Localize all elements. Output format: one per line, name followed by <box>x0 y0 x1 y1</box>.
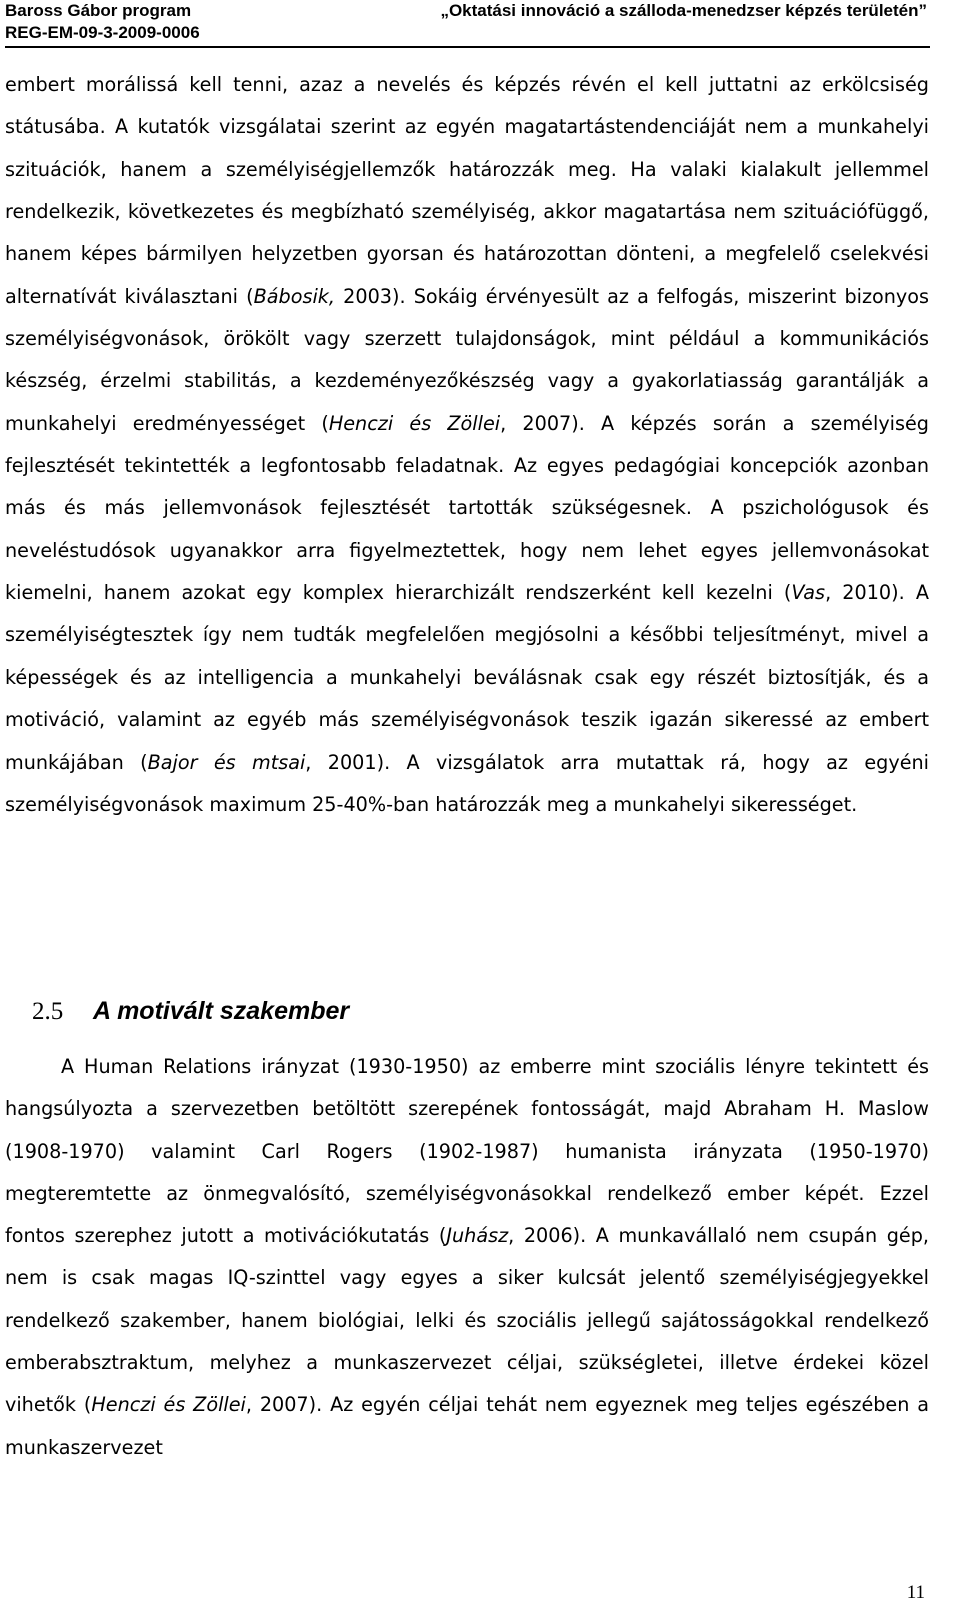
section-heading <box>32 991 912 1031</box>
section-number: 2.5 <box>32 998 64 1025</box>
section-title: A motivált szakember <box>93 997 350 1025</box>
header-program: Baross Gábor program <box>5 1 192 20</box>
paragraph-text: , 2006). A munkavállaló nem csupán gép, nem is csak magas IQ-szinttel vagy egyes a siker kulcsát jelentő személyiségjegyekkel rendelkező szakember, hanem biológiai, lelki és szociális jellegű sajátosságokkal rendelkező emberabsztraktum, melyhez a munkaszervezet céljai, szükségletei, illetve érdekei közel vihetők ( <box>5 1224 930 1417</box>
citation: Bajor és mtsai <box>147 750 306 774</box>
header-code: REG-EM-09-3-2009-0006 <box>5 23 200 42</box>
paragraph-text: , 2001). A vizsgálatok arra mutattak rá, hogy az egyéni személyiségvonások maximum 25-40%-ban határozzák meg a munkahelyi sikerességet. <box>5 750 929 816</box>
paragraph-text: embert morálissá kell tenni, azaz a nevelés és képzés révén el kell juttatni az erkölcsiség státusába. A kutatók vizsgálatai szerint az egyén magatartástendenciáját nem a munkahelyi szituációk, hanem a személyiségjellemzők határozzák meg. Ha valaki kialakult jellemmel rendelkezik, következetes és megbízható személyiség, akkor magatartása nem szituációfüggő, hanem képes bármilyen helyzetben gyorsan és határozottan dönteni, a megfelelő cselekvési alternatívát kiválasztani ( <box>5 73 929 308</box>
page-number: 11 <box>906 1582 925 1603</box>
header-project: „Oktatási innováció a szálloda-menedzser képzés területén” <box>440 1 927 20</box>
paragraph-text: , 2010). A személyiségtesztek így nem tudták megfelelően megjósolni a későbbi teljesítményt, mivel a képességek és az intelligencia a munkahelyi beválásnak csak egy részét biztosítják, és a motiváció, valamint az egyéb más személyiségvonások teszik igazán sikeressé az embert munkájában ( <box>5 581 929 774</box>
paragraph-text: A Human Relations irányzat (1930-1950) az emberre mint szociális lényre tekintett és hangsúlyozta a szervezetben betöltött szerepének fontosságát, majd Abraham H. Maslow (1908-1970) valamint Carl Rogers (1902-1987) humanista irányzata (1950-1970) megteremtette az önmegvalósító, személyiségvonásokkal rendelkező ember képét. Ezzel fontos szerephez jutott a motivációkutatás ( <box>5 1055 929 1248</box>
paragraph-text: , 2007). A képzés során a személyiség fejlesztését tekintették a legfontosabb feladatnak. Az egyes pedagógiai koncepciók azonban más és más jellemvonások fejlesztését tartották szükségesnek. A pszichológusok és neveléstudósok ugyanakkor arra figyelmeztettek, hogy nem lehet egyes jellemvonásokat kiemelni, hanem azokat egy komplex hierarchizált rendszerként kell kezelni ( <box>5 411 929 605</box>
citation: Vas <box>791 581 826 605</box>
citation: Juhász <box>446 1224 509 1248</box>
page-header <box>5 0 930 48</box>
citation: Bábosik, <box>253 284 336 308</box>
paragraph-motivation <box>5 1046 929 1469</box>
citation: Henczi és Zöllei <box>328 411 501 435</box>
paragraph-personality <box>5 64 929 826</box>
paragraph-text: 2003). Sokáig érvényesült az a felfogás, miszerint bizonyos személyiségvonások, örökölt vagy szerzett tulajdonságok, mint például a kommunikációs készség, érzelmi stabilitás, a kezdeményezőkészség vagy a gyakorlatiasság garantálják a munkahelyi eredményességet ( <box>5 284 930 435</box>
citation: Henczi és Zöllei <box>91 1393 246 1417</box>
paragraph-text: , 2007). Az egyén céljai tehát nem egyeznek meg teljes egészében a munkaszervezet <box>5 1393 929 1459</box>
